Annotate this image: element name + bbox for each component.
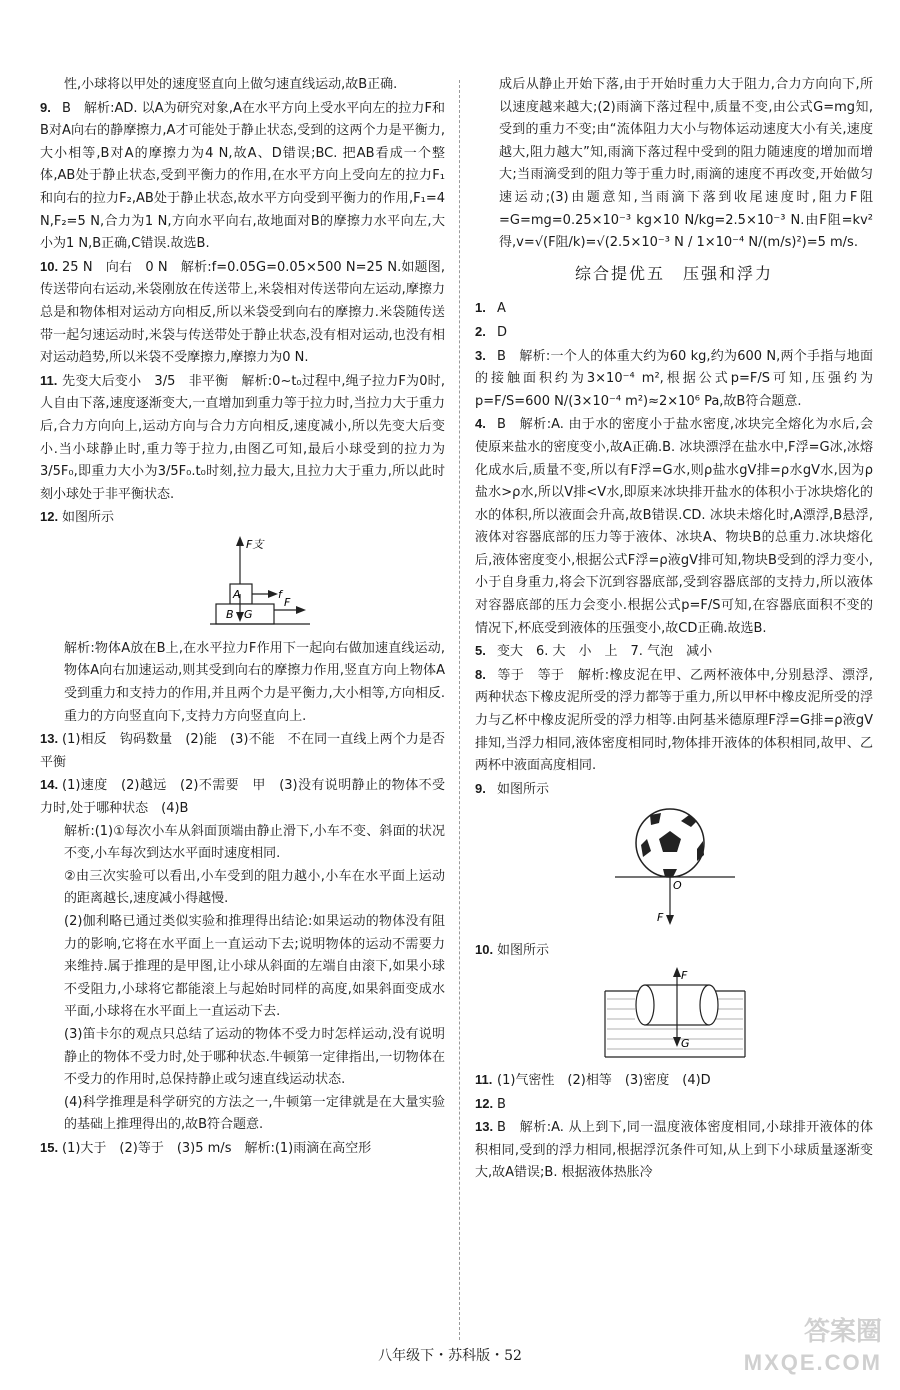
label-a: A bbox=[233, 587, 241, 601]
label-g: G bbox=[244, 607, 253, 621]
r-answer-8: 8. 等于 等于 解析:橡皮泥在甲、乙两杯液体中,分别悬浮、漂浮,两种状态下橡皮泥所受的浮力都等于重力,所以甲杯中橡皮泥所受的浮力与乙杯中橡皮泥所受的浮力相等.由阿基米德原理F浮=G排=ρ液gV排知,当浮力相同,液体密度相同时,物体排开液体的体积相同,故甲、乙两杯中液面高度相同. bbox=[475, 666, 873, 774]
label-f: f bbox=[278, 587, 282, 601]
r-answer-3: 3. B 解析:一个人的体重大约为60 kg,约为600 N,两个手指与地面的接触面积约为3×10⁻⁴ m²,根据公式p=F/S可知,压强约为p=F/S=600 N/(3×10⁻⁴ m²)≈2×10⁶ Pa,故B符合题意. bbox=[475, 347, 873, 409]
right-column bbox=[475, 74, 873, 1185]
label-g-cyl: G bbox=[681, 1037, 690, 1050]
answer-14: 14. (1)速度 (2)越远 (2)不需要 甲 (3)没有说明静止的物体不受力时,处于哪种状态 (4)B bbox=[40, 777, 445, 817]
r-answer-1: 1. A bbox=[475, 300, 506, 317]
answer-15: 15. (1)大于 (2)等于 (3)5 m/s 解析:(1)雨滴在高空形 bbox=[40, 1139, 372, 1156]
answer-continued: 性,小球将以甲处的速度竖直向上做匀速直线运动,故B正确. bbox=[64, 77, 398, 92]
page-footer: 八年级下・苏科版・52 bbox=[378, 1348, 522, 1364]
analysis-14-3: (2)伽利略已通过类似实验和推理得出结论:如果运动的物体没有阻力的影响,它将在水平面上一直运动下去;说明物体的运动不需要力来维持.属于推理的是甲图,让小球从斜面的左端自由滚下,如果小球不受阻力,小球将它都能滚上与起始时同样的高度,如果斜面变成水平面,小球将在水平面上一直运动下去. bbox=[64, 914, 445, 1020]
answer-13: 13. (1)相反 钩码数量 (2)能 (3)不能 不在同一直线上两个力是否平衡 bbox=[40, 731, 445, 770]
r-answer-2: 2. D bbox=[475, 323, 508, 340]
analysis-14-4: (3)笛卡尔的观点只总结了运动的物体不受力时怎样运动,没有说明静止的物体不受力时,处于哪种状态.牛顿第一定律指出,一切物体在不受力的作用时,总保持静止或匀速直线运动状态. bbox=[64, 1026, 445, 1088]
answer-15-continued: 成后从静止开始下落,由于开始时重力大于阻力,合力方向向下,所以速度越来越大;(2)雨滴下落过程中,质量不变,由公式G=mg知,受到的重力不变;由“流体阻力大小与物体运动速度大小有关,速度越大,阻力越大”知,雨滴下落过程中受到的阻力随速度的增加而增大;当雨滴受到的阻力等于重力时,雨滴的速度不再改变,开始做匀速运动;(3)由题意知,当雨滴下落到收尾速度时,阻力F阻=G=mg=0.25×10⁻³ kg×10 N/kg=2.5×10⁻³ N.由F阻=kv²得,v=√(F阻/k)=√(2.5×10⁻³ N / 1×10⁻⁴ N/(m/s)²)=5 m/s. bbox=[499, 77, 873, 251]
label-f-pull: F bbox=[284, 595, 291, 609]
left-column bbox=[40, 74, 445, 1161]
analysis-14-2: ②由三次实验可以看出,小车受到的阻力越小,小车在水平面上运动的距离越长,速度减小得越慢. bbox=[64, 868, 445, 907]
r-answer-12: 12. B bbox=[475, 1095, 506, 1112]
label-f-ball: F bbox=[657, 911, 664, 925]
r-answer-5-7: 5. 变大 6. 大 小 上 7. 气泡 减小 bbox=[475, 643, 713, 660]
r-answer-11: 11. (1)气密性 (2)相等 (3)密度 (4)D bbox=[475, 1072, 711, 1088]
watermark-url: MXQE.COM bbox=[743, 1350, 882, 1375]
analysis-14-1: 解析:(1)①每次小车从斜面顶端由静止滑下,小车不变、斜面的状况不变,小车每次到达水平面时速度相同. bbox=[64, 823, 445, 862]
r-answer-13: 13. B 解析:A. 从上到下,同一温度液体密度相同,小球排开液体的体积相同,受到的浮力相同,根据浮沉条件可知,从上到下小球质量逐渐变大,故A错误;B. 根据液体热胀冷 bbox=[475, 1119, 873, 1181]
r-answer-4: 4. B 解析:A. 由于水的密度小于盐水密度,冰块完全熔化为水后,会使原来盐水的密度变小,故A正确.B. 冰块漂浮在盐水中,F浮=G冰,冰熔化成水后,质量不变,所以有F浮=G水,则ρ盐水gV排=ρ水gV水,因为ρ盐水>ρ水,所以V排<V水,即原来冰块排开盐水的体积小于冰块熔化的水的体积,所以液面会升高,故B错误.CD. 冰块未熔化时,A漂浮,B悬浮,液体对容器底部的压力等于液体、冰块A、物块B的总重力.冰块熔化后,液体密度变小,根据公式F浮=ρ液gV排可知,物块B受到的浮力变小,小于自身重力,将会下沉到容器底部,受到容器底部的支持力,所以液体对容器底部的压力会变小.根据公式p=F/S可知,在容器底面积不变的情况下,杯底受到液体的压强变小,故CD正确.故选B. bbox=[475, 416, 873, 636]
r-answer-9: 9. 如图所示 bbox=[475, 780, 550, 797]
section-title: 综合提优五 压强和浮力 bbox=[574, 263, 773, 283]
answer-9: 9. B 解析:AD. 以A为研究对象,A在水平方向上受水平向左的拉力F和B对A向右的静摩擦力,A才可能处于静止状态,受到的这两个力是平衡力,大小相等,B对A的摩擦力为4 N,故A、D错误;BC. 把AB看成一个整体,AB处于静止状态,受到平衡力的作用,在水平方向上受向左的拉力F₁和向右的拉力F₂,AB处于静止状态,故水平方向受到平衡力的作用,F₁=4 N,F₂=5 N,合力为1 N,方向水平向右,故地面对B的摩擦力水平向左,大小为1 N,B正确,C错误.故选B. bbox=[40, 99, 445, 252]
analysis-12: 解析:物体A放在B上,在水平拉力F作用下一起向右做加速直线运动,物体A向右加速运动,则其受到向右的摩擦力作用,竖直方向上物体A受到重力和支持力的作用,并且两个力是平衡力,大小相等,方向相反.重力的方向竖直向下,支持力方向竖直向上. bbox=[64, 640, 445, 724]
answer-10: 10. 25 N 向右 0 N 解析:f=0.05G=0.05×500 N=25 N.如题图,传送带向右运动,米袋刚放在传送带上,米袋相对传送带向左运动,摩擦力总是和物体相对运动方向相反,所以米袋受到向右的摩擦力.米袋随传送带一起匀速运动时,米袋与传送带处于静止状态,没有相对运动,也没有相对运动趋势,所以米袋不受摩擦力,摩擦力为0 N. bbox=[40, 258, 445, 366]
label-f-up: F bbox=[681, 969, 688, 982]
floating-cylinder-diagram bbox=[475, 967, 873, 1063]
label-o: O bbox=[673, 879, 682, 893]
column-divider bbox=[459, 80, 460, 1340]
force-diagram-blocks bbox=[40, 534, 445, 632]
answer-12: 12. 如图所示 bbox=[40, 509, 115, 526]
r-answer-10: 10. 如图所示 bbox=[475, 942, 550, 959]
answer-11: 11. 先变大后变小 3/5 非平衡 解析:0~t₀过程中,绳子拉力F为0时,人自由下落,速度逐渐变大,一直增加到重力等于拉力时,当拉力大于重力后,合力方向向上,运动方向与合力方向相反,速度减小,所以先变大后变小.当小球静止时,重力等于拉力,由图乙可知,最后小球受到的拉力为3/5F₀,即重力大小为3/5F₀.t₀时刻,拉力最大,且拉力大于重力,所以此时刻小球处于非平衡状态. bbox=[40, 372, 445, 502]
watermark-logo: 答案圈 bbox=[803, 1316, 882, 1346]
label-b: B bbox=[226, 607, 234, 621]
soccer-ball-diagram bbox=[475, 805, 873, 933]
label-f-support: F支 bbox=[246, 537, 264, 551]
analysis-14-5: (4)科学推理是科学研究的方法之一,牛顿第一定律就是在大量实验的基础上推理得出的,故B符合题意. bbox=[64, 1094, 445, 1133]
